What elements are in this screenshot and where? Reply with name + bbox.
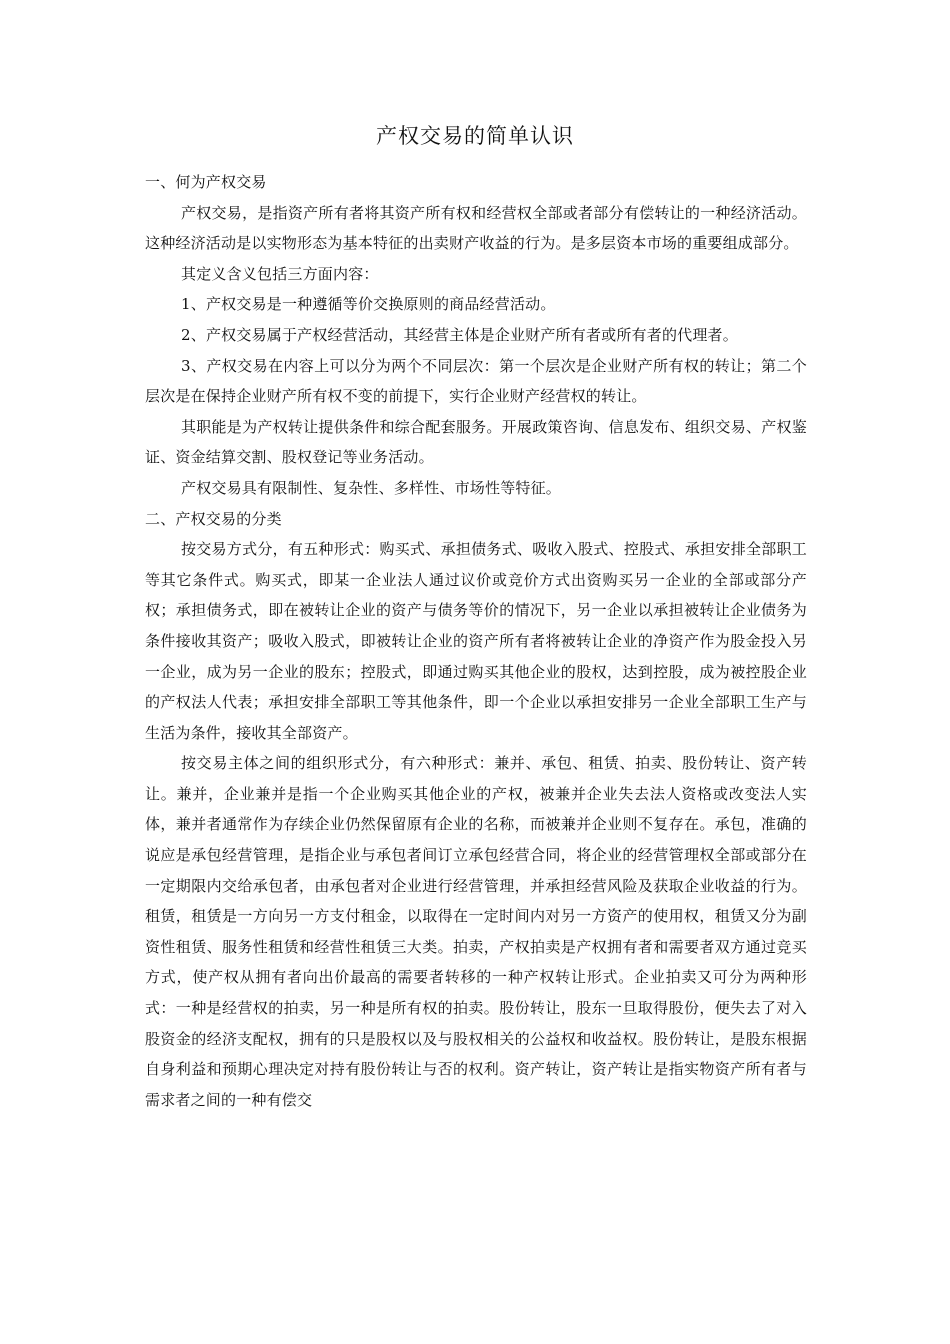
document-body bbox=[145, 167, 807, 1115]
list-item: 2、产权交易属于产权经营活动，其经营主体是企业财产所有者或所有者的代理者。 bbox=[181, 325, 738, 344]
paragraph: 按交易方式分，有五种形式：购买式、承担债务式、吸收入股式、控股式、承担安排全部职工等其它条件式。购买式，即某一企业法人通过议价或竞价方式出资购买另一企业的全部或部分产权；承担债务式，即在被转让企业的资产与债务等价的情况下，另一企业以承担被转让企业债务为条件接收其资产；吸收入股式，即被转让企业的资产所有者将被转让企业的净资产作为股金投入另一企业，成为另一企业的股东；控股式，即通过购买其他企业的股权，达到控股，成为被控股企业的产权法人代表；承担安排全部职工等其他条件，即一个企业以承担安排另一企业全部职工生产与生活为条件，接收其全部资产。 bbox=[145, 540, 807, 742]
section-heading: 二、产权交易的分类 bbox=[145, 509, 282, 528]
paragraph: 按交易主体之间的组织形式分，有六种形式：兼并、承包、租赁、拍卖、股份转让、资产转让。兼并，企业兼并是指一个企业购买其他企业的产权，被兼并企业失去法人资格或改变法人实体，兼并者通常作为存续企业仍然保留原有企业的名称，而被兼并企业则不复存在。承包，准确的说应是承包经营管理，是指企业与承包者间订立承包经营合同，将企业的经营管理权全部或部分在一定期限内交给承包者，由承包者对企业进行经营管理，并承担经营风险及获取企业收益的行为。租赁，租赁是一方向另一方支付租金，以取得在一定时间内对另一方资产的使用权，租赁又分为副资性租赁、服务性租赁和经营性租赁三大类。拍卖，产权拍卖是产权拥有者和需要者双方通过竞买方式，使产权从拥有者向出价最高的需要者转移的一种产权转让形式。企业拍卖又可分为两种形式：一种是经营权的拍卖，另一种是所有权的拍卖。股份转让，股东一旦取得股份，便失去了对入股资金的经济支配权，拥有的只是股权以及与股权相关的公益权和收益权。股份转让，是股东根据自身利益和预期心理决定对持有股份转让与否的权利。资产转让，资产转让是指实物资产所有者与需求者之间的一种有偿交 bbox=[145, 754, 807, 1109]
section-heading: 一、何为产权交易 bbox=[145, 173, 267, 191]
document-title: 产权交易的简单认识 bbox=[376, 124, 574, 148]
paragraph: 产权交易具有限制性、复杂性、多样性、市场性等特征。 bbox=[181, 478, 562, 497]
paragraph: 其定义含义包括三方面内容： bbox=[181, 264, 379, 283]
paragraph: 产权交易，是指资产所有者将其资产所有权和经营权全部或者部分有偿转让的一种经济活动。这种经济活动是以实物形态为基本特征的出卖财产收益的行为。是多层资本市场的重要组成部分。 bbox=[145, 203, 807, 253]
list-item: 1、产权交易是一种遵循等价交换原则的商品经营活动。 bbox=[181, 295, 556, 314]
list-item: 3、产权交易在内容上可以分为两个不同层次：第一个层次是企业财产所有权的转让；第二个层次是在保持企业财产所有权不变的前提下，实行企业财产经营权的转让。 bbox=[145, 356, 807, 406]
paragraph: 其职能是为产权转让提供条件和综合配套服务。开展政策咨询、信息发布、组织交易、产权鉴证、资金结算交割、股权登记等业务活动。 bbox=[145, 417, 807, 467]
